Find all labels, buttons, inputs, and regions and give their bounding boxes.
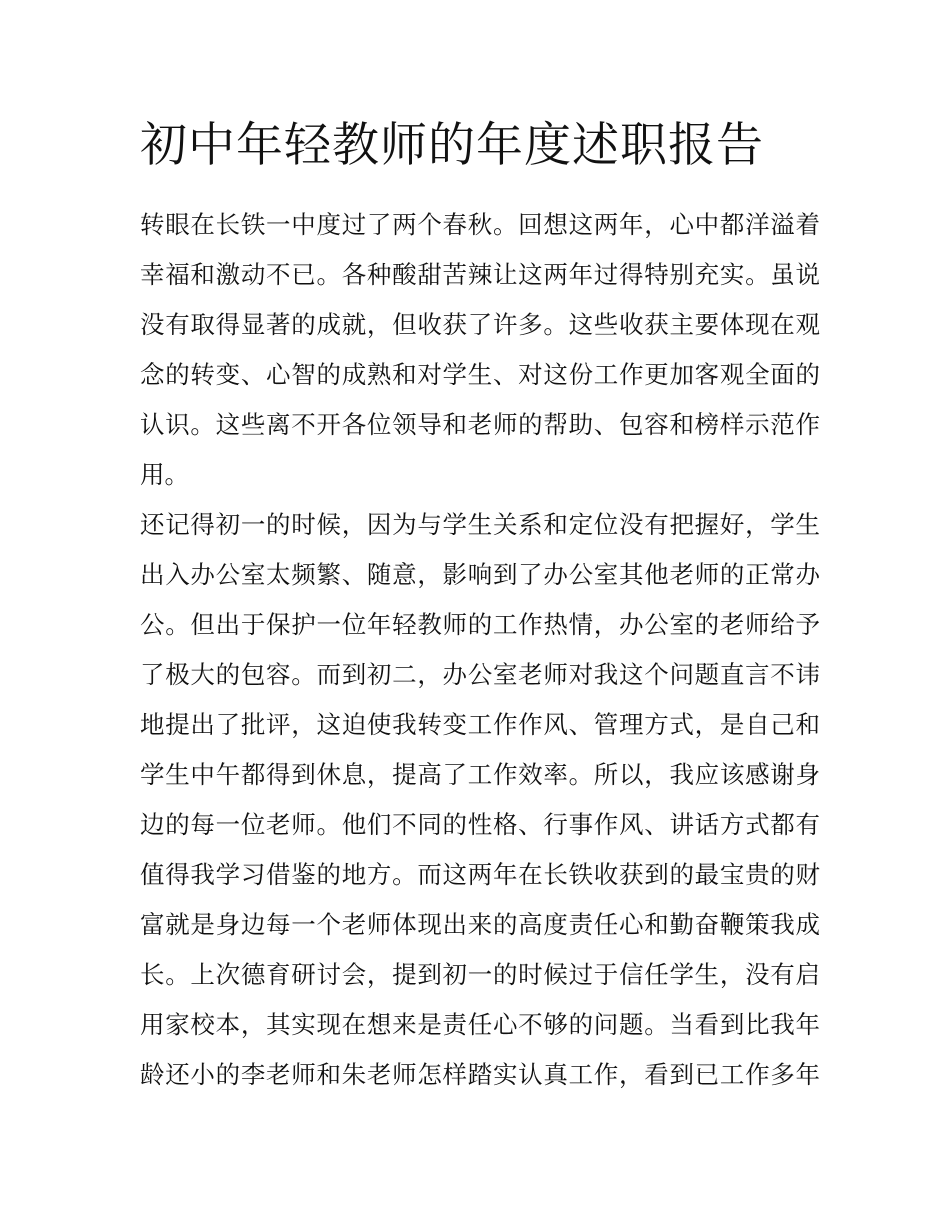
text-line: 学生中午都得到休息，提高了工作效率。所以，我应该感谢身 <box>140 760 820 789</box>
text-line: 用家校本，其实现在想来是责任心不够的问题。当看到比我年 <box>140 1010 820 1039</box>
text-line: 念的转变、心智的成熟和对学生、对这份工作更加客观全面的 <box>140 360 820 389</box>
text-line: 还记得初一的时候，因为与学生关系和定位没有把握好，学生 <box>140 510 820 539</box>
text-line: 地提出了批评，这迫使我转变工作作风、管理方式，是自己和 <box>140 710 820 739</box>
text-line: 认识。这些离不开各位领导和老师的帮助、包容和榜样示范作 <box>140 410 820 439</box>
text-line: 富就是身边每一个老师体现出来的高度责任心和勤奋鞭策我成 <box>140 910 820 939</box>
text-line: 龄还小的李老师和朱老师怎样踏实认真工作，看到已工作多年 <box>140 1060 820 1089</box>
text-line: 边的每一位老师。他们不同的性格、行事作风、讲话方式都有 <box>140 810 820 839</box>
text-line: 公。但出于保护一位年轻教师的工作热情，办公室的老师给予 <box>140 610 820 639</box>
text-line: 转眼在长铁一中度过了两个春秋。回想这两年，心中都洋溢着 <box>140 210 820 239</box>
text-line: 长。上次德育研讨会，提到初一的时候过于信任学生，没有启 <box>140 960 820 989</box>
paragraph-1 <box>140 200 820 500</box>
text-line: 出入办公室太频繁、随意，影响到了办公室其他老师的正常办 <box>140 560 820 589</box>
text-line: 没有取得显著的成就，但收获了许多。这些收获主要体现在观 <box>140 310 820 339</box>
text-line: 了极大的包容。而到初二，办公室老师对我这个问题直言不讳 <box>140 660 820 689</box>
text-line: 值得我学习借鉴的地方。而这两年在长铁收获到的最宝贵的财 <box>140 860 820 889</box>
document-body <box>140 200 820 1100</box>
page-title: 初中年轻教师的年度述职报告 <box>140 118 764 173</box>
text-line: 用。 <box>140 460 189 489</box>
paragraph-2 <box>140 500 820 1100</box>
text-line: 幸福和激动不已。各种酸甜苦辣让这两年过得特别充实。虽说 <box>140 260 820 289</box>
